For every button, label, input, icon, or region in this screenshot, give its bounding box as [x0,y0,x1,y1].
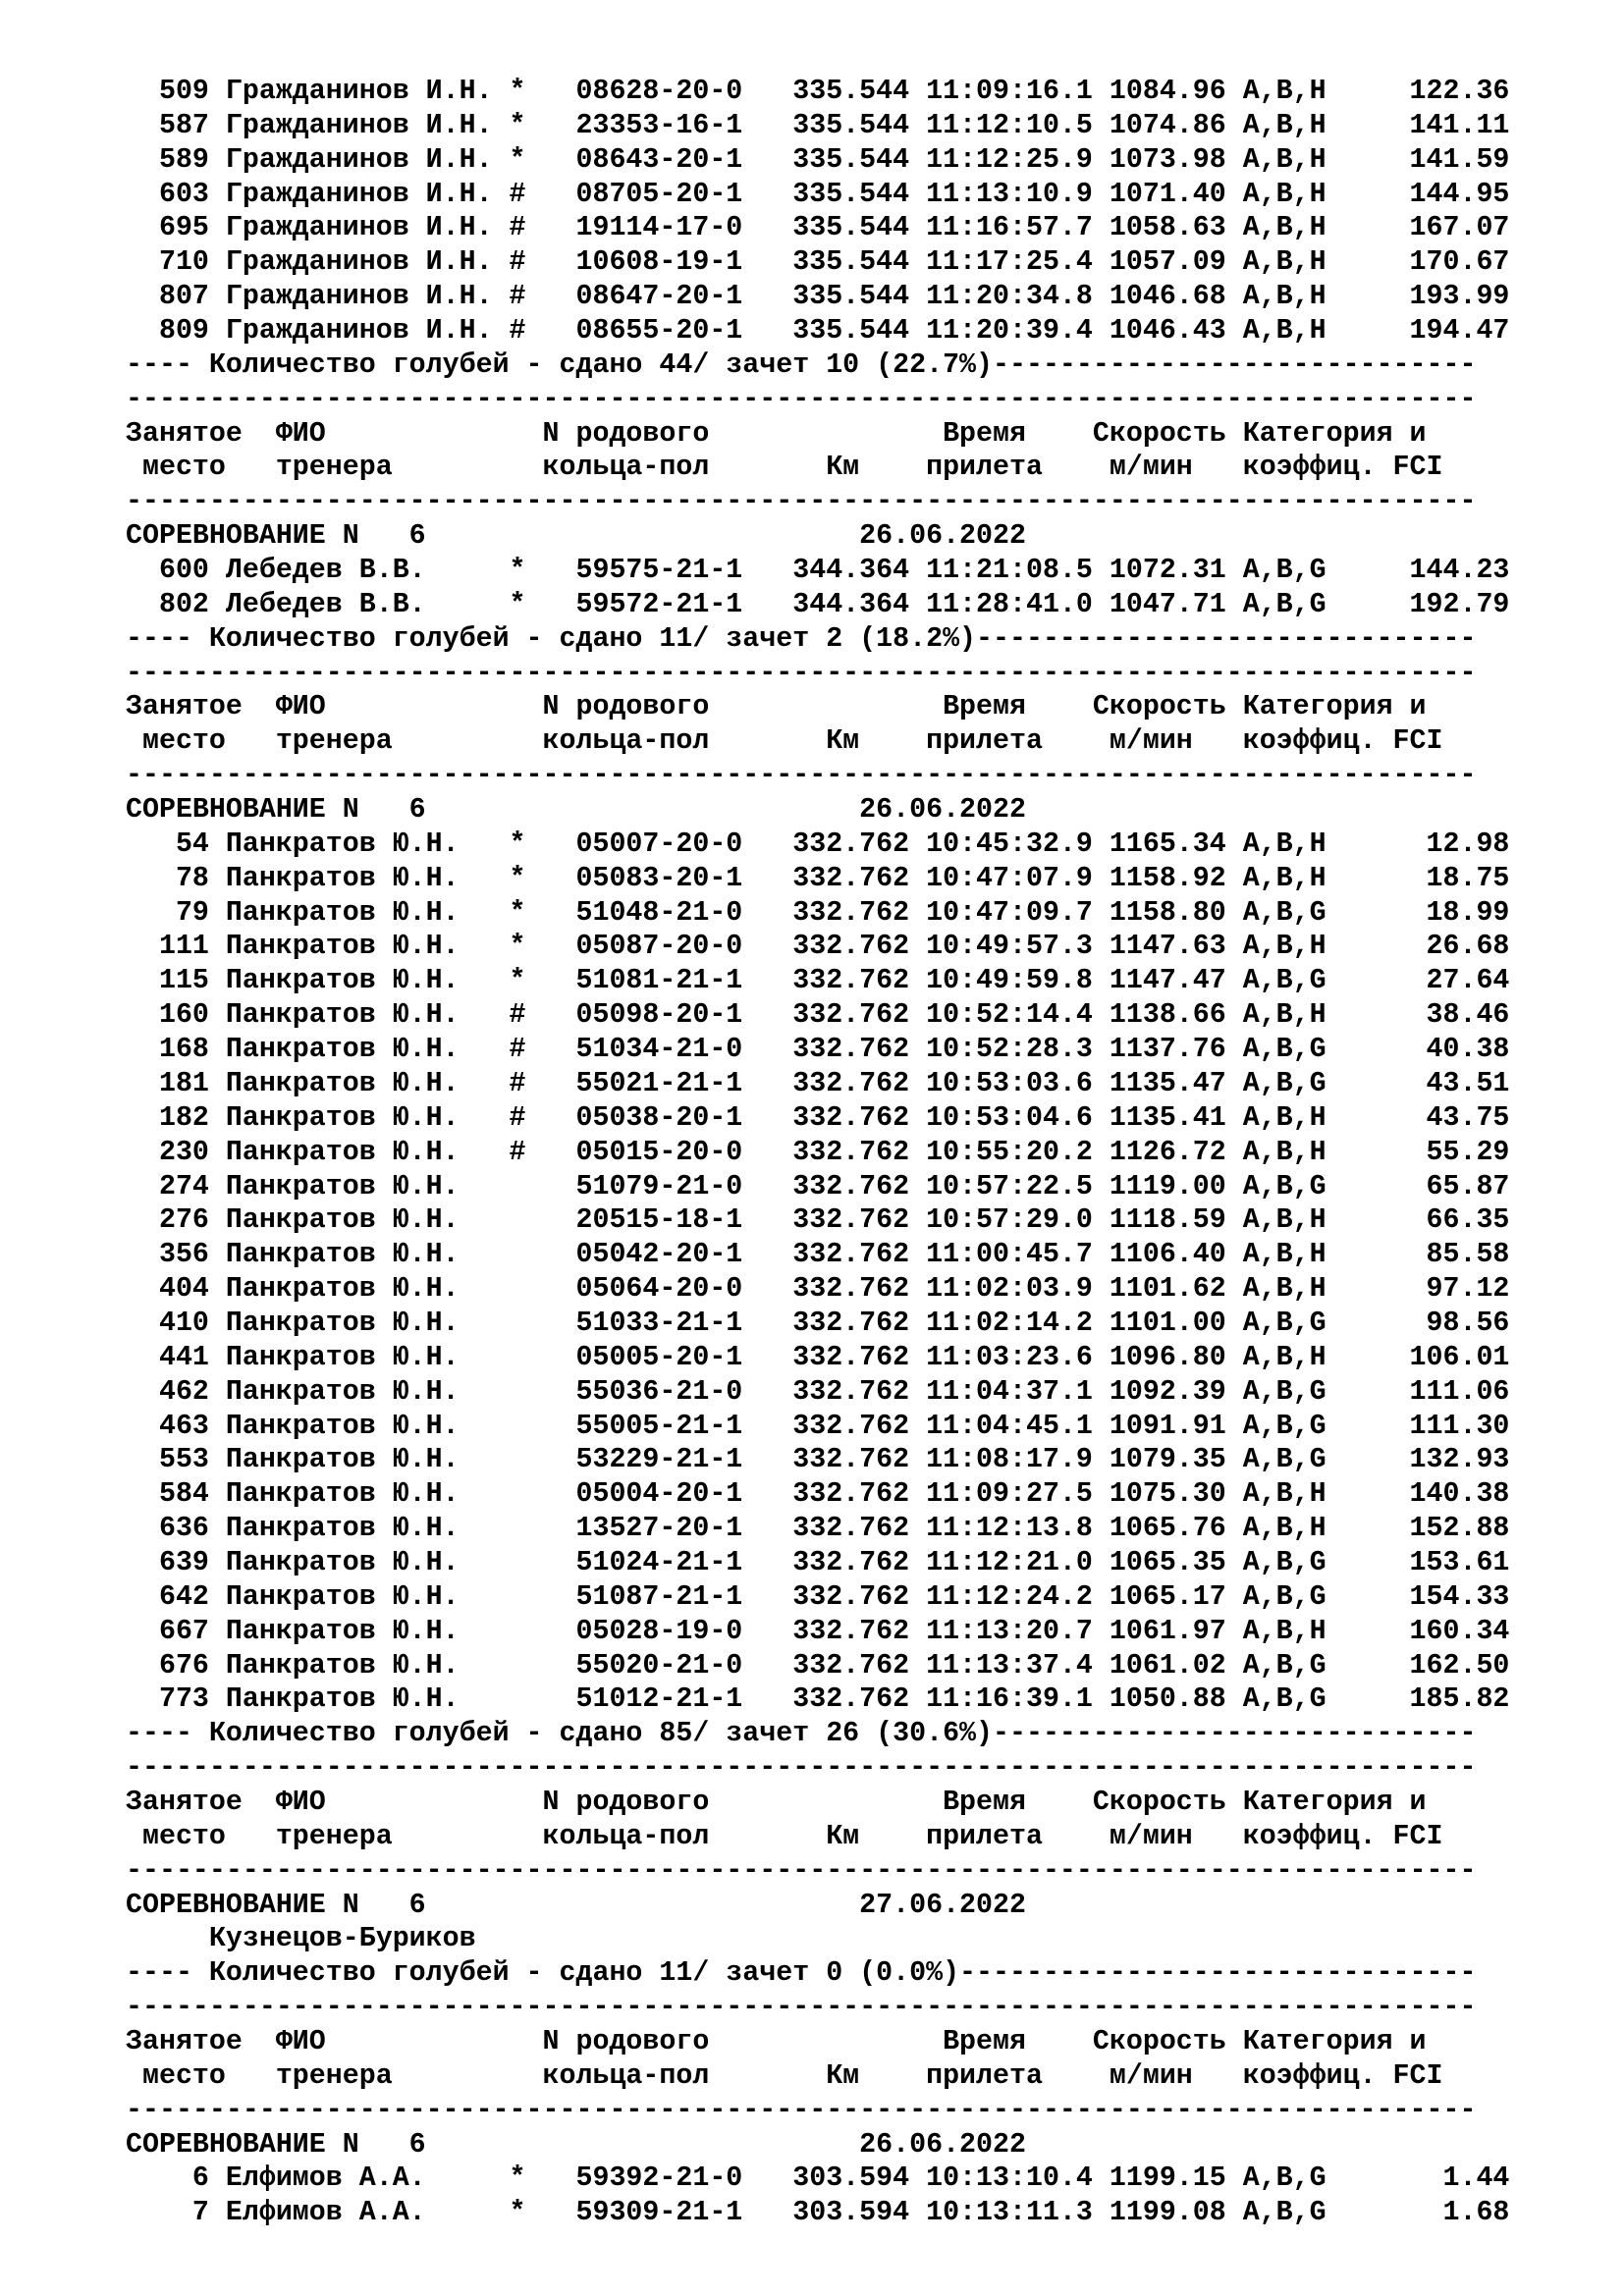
result-row: 603 Гражданинов И.Н. # 08705-20-1 335.544 11:13:10.9 1071.40 A,B,H 144.95 [126,178,1510,210]
column-header-row-1: Занятое ФИО N родового Время Скорость Категория и [126,417,1427,450]
result-row: 667 Панкратов Ю.Н. 05028-19-0 332.762 11:13:20.7 1061.97 A,B,H 160.34 [126,1615,1510,1647]
result-row: 274 Панкратов Ю.Н. 51079-21-0 332.762 10:57:22.5 1119.00 A,B,G 65.87 [126,1170,1510,1202]
result-row: 168 Панкратов Ю.Н. # 51034-21-0 332.762 10:52:28.3 1137.76 A,B,G 40.38 [126,1034,1510,1066]
section-summary: ---- Количество голубей - сдано 11/ зачет 0 (0.0%)------------------------------- [126,1957,1477,1990]
section-summary: ---- Количество голубей - сдано 44/ зачет 10 (22.7%)----------------------------- [126,348,1477,381]
competition-heading: СОРЕВНОВАНИЕ N 6 26.06.2022 [126,794,1026,827]
result-row: 463 Панкратов Ю.Н. 55005-21-1 332.762 11:04:45.1 1091.91 A,B,G 111.30 [126,1410,1510,1442]
result-row: 404 Панкратов Ю.Н. 05064-20-0 332.762 11:02:03.9 1101.62 A,B,H 97.12 [126,1273,1510,1306]
result-row: 181 Панкратов Ю.Н. # 55021-21-1 332.762 10:53:03.6 1135.47 A,B,G 43.51 [126,1067,1510,1099]
result-row: 78 Панкратов Ю.Н. * 05083-20-1 332.762 10:47:07.9 1158.92 A,B,H 18.75 [126,862,1510,894]
competition-heading: СОРЕВНОВАНИЕ N 6 27.06.2022 [126,1889,1026,1921]
column-header-row-1: Занятое ФИО N родового Время Скорость Категория и [126,691,1427,723]
result-row: 676 Панкратов Ю.Н. 55020-21-0 332.762 11:13:37.4 1061.02 A,B,G 162.50 [126,1649,1510,1682]
column-header-row-2: место тренера кольца-пол Км прилета м/мин коэффиц. FCI [126,725,1443,758]
competition-heading: СОРЕВНОВАНИЕ N 6 26.06.2022 [126,520,1026,553]
result-row: 54 Панкратов Ю.Н. * 05007-20-0 332.762 10:45:32.9 1165.34 A,B,H 12.98 [126,828,1510,860]
divider: --------------------------------------------------------------------------------- [126,1992,1477,2024]
divider: --------------------------------------------------------------------------------- [126,1752,1477,1785]
result-row: 773 Панкратов Ю.Н. 51012-21-1 332.762 11:16:39.1 1050.88 A,B,G 185.82 [126,1683,1510,1716]
result-row: 642 Панкратов Ю.Н. 51087-21-1 332.762 11:12:24.2 1065.17 A,B,G 154.33 [126,1580,1510,1613]
result-row: 230 Панкратов Ю.Н. # 05015-20-0 332.762 10:55:20.2 1126.72 A,B,H 55.29 [126,1136,1510,1168]
result-row: 636 Панкратов Ю.Н. 13527-20-1 332.762 11:12:13.8 1065.76 A,B,H 152.88 [126,1513,1510,1545]
results-printout [126,75,1509,2230]
result-row: 111 Панкратов Ю.Н. * 05087-20-0 332.762 10:49:57.3 1147.63 A,B,H 26.68 [126,931,1510,963]
result-row: 807 Гражданинов И.Н. # 08647-20-1 335.544 11:20:34.8 1046.68 A,B,H 193.99 [126,281,1510,313]
column-header-row-2: место тренера кольца-пол Км прилета м/мин коэффиц. FCI [126,452,1443,484]
divider: --------------------------------------------------------------------------------- [126,383,1477,415]
divider: --------------------------------------------------------------------------------- [126,1854,1477,1887]
result-row: 809 Гражданинов И.Н. # 08655-20-1 335.544 11:20:39.4 1046.43 A,B,H 194.47 [126,315,1510,347]
result-row: 584 Панкратов Ю.Н. 05004-20-1 332.762 11:09:27.5 1075.30 A,B,H 140.38 [126,1478,1510,1511]
result-row: 6 Елфимов А.А. * 59392-21-0 303.594 10:13:10.4 1199.15 A,B,G 1.44 [126,2163,1510,2195]
result-row: 356 Панкратов Ю.Н. 05042-20-1 332.762 11:00:45.7 1106.40 A,B,H 85.58 [126,1239,1510,1271]
result-row: 160 Панкратов Ю.Н. # 05098-20-1 332.762 10:52:14.4 1138.66 A,B,H 38.46 [126,999,1510,1032]
result-row: 276 Панкратов Ю.Н. 20515-18-1 332.762 10:57:29.0 1118.59 A,B,H 66.35 [126,1204,1510,1237]
result-row: 802 Лебедев В.В. * 59572-21-1 344.364 11:28:41.0 1047.71 A,B,G 192.79 [126,588,1510,620]
result-row: 553 Панкратов Ю.Н. 53229-21-1 332.762 11:08:17.9 1079.35 A,B,G 132.93 [126,1444,1510,1476]
divider: --------------------------------------------------------------------------------- [126,657,1477,689]
result-row: 589 Гражданинов И.Н. * 08643-20-1 335.544 11:12:25.9 1073.98 A,B,H 141.59 [126,143,1510,176]
column-header-row-2: место тренера кольца-пол Км прилета м/мин коэффиц. FCI [126,1820,1443,1852]
result-row: 115 Панкратов Ю.Н. * 51081-21-1 332.762 10:49:59.8 1147.47 A,B,G 27.64 [126,965,1510,997]
result-row: 695 Гражданинов И.Н. # 19114-17-0 335.544 11:16:57.7 1058.63 A,B,H 167.07 [126,212,1510,244]
result-row: 441 Панкратов Ю.Н. 05005-20-1 332.762 11:03:23.6 1096.80 A,B,H 106.01 [126,1341,1510,1373]
result-row: 587 Гражданинов И.Н. * 23353-16-1 335.544 11:12:10.5 1074.86 A,B,H 141.11 [126,109,1510,141]
divider: --------------------------------------------------------------------------------- [126,760,1477,792]
column-header-row-1: Занятое ФИО N родового Время Скорость Категория и [126,1786,1427,1818]
column-header-row-2: место тренера кольца-пол Км прилета м/мин коэффиц. FCI [126,2059,1443,2092]
result-row: 182 Панкратов Ю.Н. # 05038-20-1 332.762 10:53:04.6 1135.41 A,B,H 43.75 [126,1101,1510,1134]
section-summary: ---- Количество голубей - сдано 11/ зачет 2 (18.2%)------------------------------ [126,622,1477,655]
column-header-row-1: Занятое ФИО N родового Время Скорость Категория и [126,2025,1427,2057]
result-row: 710 Гражданинов И.Н. # 10608-19-1 335.544 11:17:25.4 1057.09 A,B,H 170.67 [126,246,1510,279]
result-row: 639 Панкратов Ю.Н. 51024-21-1 332.762 11:12:21.0 1065.35 A,B,G 153.61 [126,1546,1510,1578]
divider: --------------------------------------------------------------------------------- [126,2094,1477,2126]
result-row: 509 Гражданинов И.Н. * 08628-20-0 335.544 11:09:16.1 1084.96 A,B,H 122.36 [126,76,1510,107]
result-row: 600 Лебедев В.В. * 59575-21-1 344.364 11:21:08.5 1072.31 A,B,G 144.23 [126,555,1510,587]
result-row: 410 Панкратов Ю.Н. 51033-21-1 332.762 11:02:14.2 1101.00 A,B,G 98.56 [126,1307,1510,1339]
team-name: Кузнецов-Буриков [126,1923,476,1955]
result-row: 79 Панкратов Ю.Н. * 51048-21-0 332.762 10:47:09.7 1158.80 A,B,G 18.99 [126,896,1510,929]
divider: --------------------------------------------------------------------------------- [126,486,1477,518]
result-row: 462 Панкратов Ю.Н. 55036-21-0 332.762 11:04:37.1 1092.39 A,B,G 111.06 [126,1375,1510,1408]
competition-heading: СОРЕВНОВАНИЕ N 6 26.06.2022 [126,2128,1026,2161]
section-summary: ---- Количество голубей - сдано 85/ зачет 26 (30.6%)----------------------------- [126,1718,1477,1750]
result-row: 7 Елфимов А.А. * 59309-21-1 303.594 10:13:11.3 1199.08 A,B,G 1.68 [126,2197,1510,2229]
